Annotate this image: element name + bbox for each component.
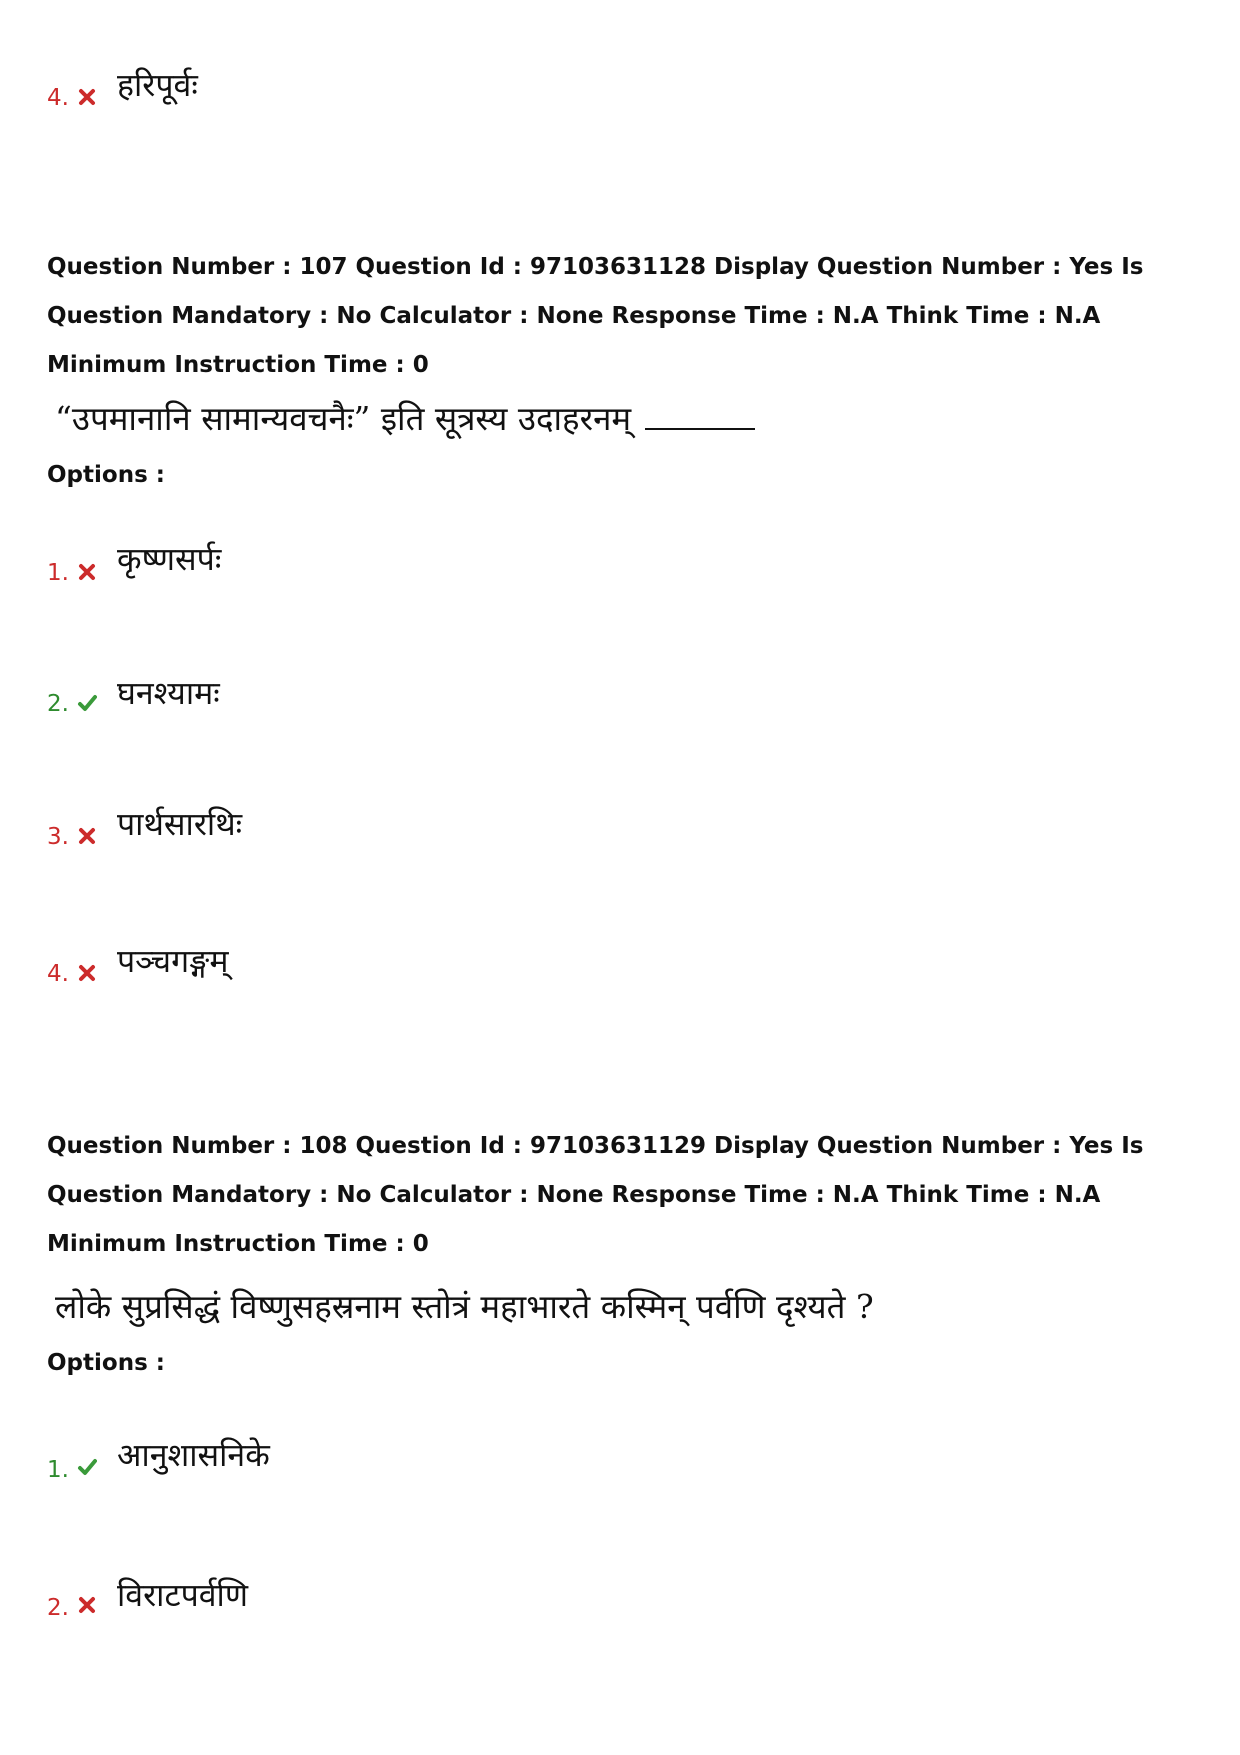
q107-option-2 — [47, 674, 1147, 741]
options-label-107: Options : — [47, 462, 165, 488]
cross-icon — [77, 87, 97, 107]
cross-icon — [77, 562, 97, 582]
check-icon — [77, 693, 97, 713]
q107-option-4 — [47, 942, 1147, 1011]
option-number: 1. — [47, 1457, 69, 1483]
option-number: 2. — [47, 691, 69, 717]
cross-icon — [77, 963, 97, 983]
answer-blank — [645, 427, 755, 430]
check-icon — [77, 1457, 97, 1477]
option-number: 3. — [47, 824, 69, 850]
options-label-108: Options : — [47, 1350, 165, 1376]
question-text-107 — [55, 395, 755, 440]
cross-icon — [77, 1595, 97, 1615]
option-number: 4. — [47, 85, 69, 111]
option-text: हरिपूर्वः — [117, 66, 198, 104]
option-text: पार्थसारथिः — [117, 805, 243, 843]
option-number: 4. — [47, 961, 69, 987]
question-text: “उपमानानि सामान्यवचनैः” इति सूत्रस्य उदाहरनम् — [55, 399, 632, 438]
option-text: विराटपर्वणि — [117, 1576, 248, 1614]
question-meta-108: Question Number : 108 Question Id : 97103631129 Display Question Number : Yes Is Question Mandatory : No Calculator : None Response Time : N.A Think Time : N.A Minimum Instruction Time : 0 — [47, 1133, 1144, 1257]
option-number: 1. — [47, 560, 69, 586]
option-text: पञ्चगङ्गम् — [117, 942, 229, 980]
q108-option-1 — [47, 1436, 1147, 1507]
prev-option-4 — [47, 66, 1147, 135]
option-text: घनश्यामः — [117, 674, 220, 712]
option-text: आनुशासनिके — [117, 1436, 270, 1474]
question-text-108: लोके सुप्रसिद्धं विष्णुसहस्रनाम स्तोत्रं महाभारते कस्मिन् पर्वणि दृश्यते ? — [55, 1287, 874, 1326]
option-number: 2. — [47, 1595, 69, 1621]
cross-icon — [77, 826, 97, 846]
q108-option-2 — [47, 1576, 1147, 1645]
q107-option-1 — [47, 540, 1147, 610]
option-text: कृष्णसर्पः — [117, 540, 222, 578]
question-meta-107: Question Number : 107 Question Id : 97103631128 Display Question Number : Yes Is Question Mandatory : No Calculator : None Response Time : N.A Think Time : N.A Minimum Instruction Time : 0 — [47, 254, 1144, 378]
q107-option-3 — [47, 805, 1147, 874]
